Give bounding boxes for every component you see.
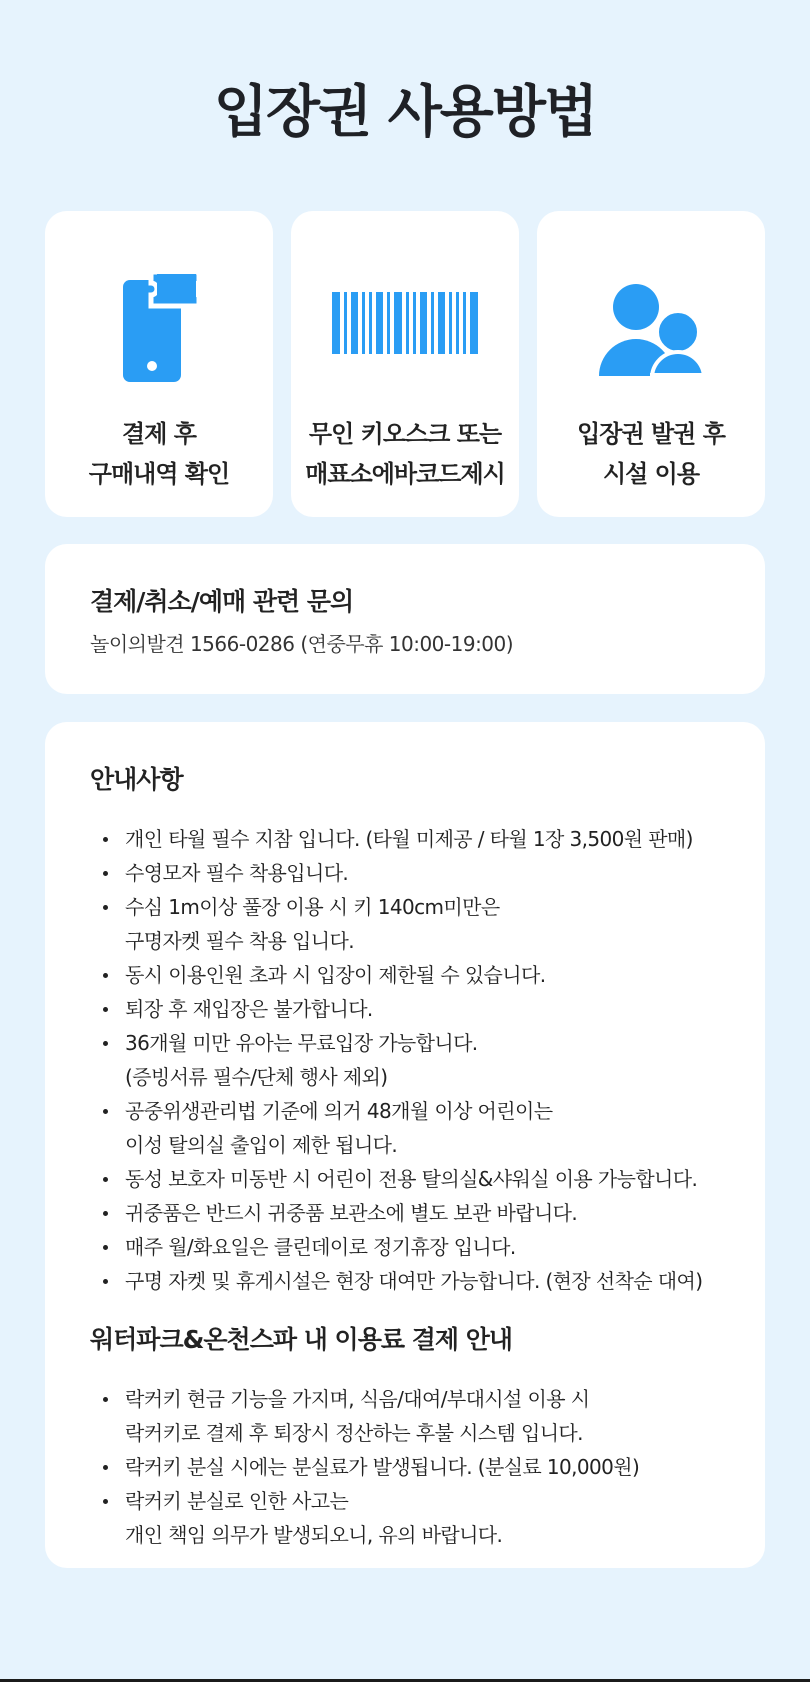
contact-text: 놀이의발견 1566-0286 (연중무휴 10:00-19:00)	[90, 632, 514, 656]
list-item-text: (증빙서류 필수/단체 행사 제외)	[125, 1065, 388, 1089]
list-item-text: 락커키로 결제 후 퇴장시 정산하는 후불 시스템 입니다.	[125, 1421, 583, 1445]
notice-list	[90, 822, 720, 1298]
list-item-text: 퇴장 후 재입장은 불가합니다.	[125, 997, 373, 1021]
list-item	[90, 1162, 720, 1196]
step-label: 결제 후 구매내역 확인	[88, 420, 230, 488]
notice-title: 안내사항	[90, 765, 183, 794]
contact-title: 결제/취소/예매 관련 문의	[90, 587, 354, 616]
list-item-text: 동시 이용인원 초과 시 입장이 제한될 수 있습니다.	[125, 963, 546, 987]
list-item	[90, 1264, 720, 1298]
list-item	[90, 1382, 720, 1450]
list-item-text: 구명 자켓 및 휴게시설은 현장 대여만 가능합니다. (현장 선착순 대여)	[125, 1269, 703, 1293]
list-item	[90, 958, 720, 992]
list-item	[90, 1026, 720, 1094]
phone-ticket-icon	[45, 266, 273, 386]
list-item-text: 동성 보호자 미동반 시 어린이 전용 탈의실&샤워실 이용 가능합니다.	[125, 1167, 698, 1191]
list-item-text: 36개월 미만 유아는 무료입장 가능합니다.	[125, 1031, 478, 1055]
list-item	[90, 1196, 720, 1230]
steps	[45, 211, 765, 517]
step-card-purchase	[45, 211, 273, 517]
list-item-text: 공중위생관리법 기준에 의거 48개월 이상 어린이는	[125, 1099, 553, 1123]
notice-box	[45, 722, 765, 1568]
list-item-text: 수영모자 필수 착용입니다.	[125, 861, 349, 885]
list-item-text: 이성 탈의실 출입이 제한 됩니다.	[125, 1133, 398, 1157]
list-item	[90, 1484, 720, 1552]
contact-box	[45, 544, 765, 694]
list-item-text: 개인 타월 필수 지참 입니다. (타월 미제공 / 타월 1장 3,500원 판매)	[125, 827, 693, 851]
step-card-entry	[537, 211, 765, 517]
list-item-text: 매주 월/화요일은 클린데이로 정기휴장 입니다.	[125, 1235, 516, 1259]
people-icon	[537, 266, 765, 386]
step-label: 무인 키오스크 또는 매표소에바코드제시	[305, 420, 505, 488]
step-label: 입장권 발권 후 시설 이용	[577, 420, 725, 488]
list-item-text: 구명자켓 필수 착용 입니다.	[125, 929, 354, 953]
payment-title: 워터파크&온천스파 내 이용료 결제 안내	[90, 1325, 513, 1354]
list-item-text: 락커키 분실 시에는 분실료가 발생됩니다. (분실료 10,000원)	[125, 1455, 640, 1479]
list-item	[90, 992, 720, 1026]
payment-list	[90, 1382, 720, 1552]
list-item	[90, 1450, 720, 1484]
list-item-text: 수심 1m이상 풀장 이용 시 키 140cm미만은	[125, 895, 500, 919]
list-item-text: 락커키 분실로 인한 사고는	[125, 1489, 349, 1513]
list-item	[90, 1230, 720, 1264]
list-item-text: 락커키 현금 기능을 가지며, 식음/대여/부대시설 이용 시	[125, 1387, 590, 1411]
step-card-barcode	[291, 211, 519, 517]
list-item-text: 개인 책임 의무가 발생되오니, 유의 바랍니다.	[125, 1523, 503, 1547]
list-item	[90, 890, 720, 958]
list-item	[90, 856, 720, 890]
list-item	[90, 822, 720, 856]
list-item-text: 귀중품은 반드시 귀중품 보관소에 별도 보관 바랍니다.	[125, 1201, 578, 1225]
barcode-icon	[291, 266, 519, 386]
page-title: 입장권 사용방법	[213, 80, 597, 145]
list-item	[90, 1094, 720, 1162]
